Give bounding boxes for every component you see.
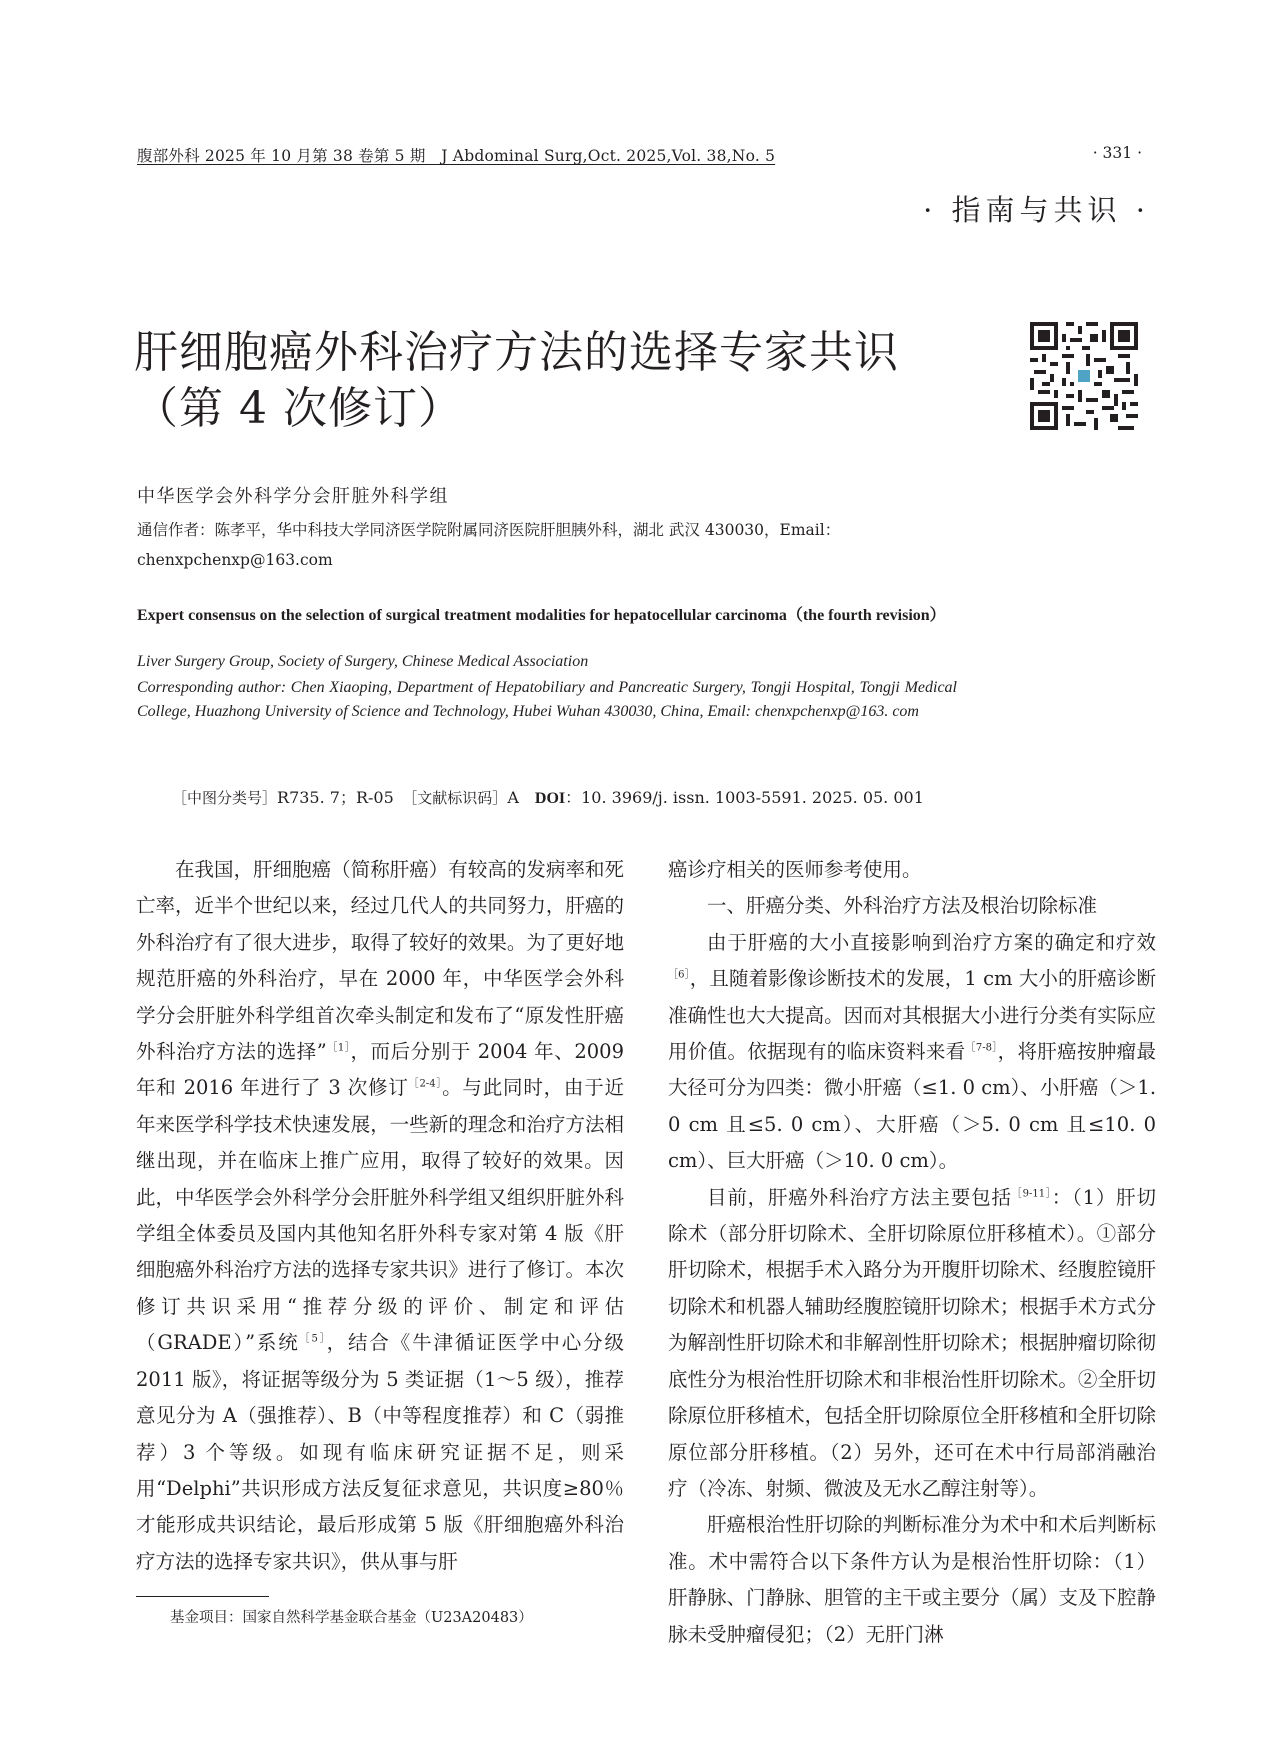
doi-label: DOI: [534, 790, 566, 807]
paragraph-text: ：（1）肝切除术（部分肝切除术、全肝切除原位肝移植术）。①部分肝切除术，根据手术入路分为开腹肝切除术、经腹腔镜肝切除术和机器人辅助经腹腔镜肝切除术；根据手术方式分为解剖性肝切除术和非解剖性肝切除术；根据肿瘤切除彻底性分为根治性肝切除术和非根治性肝切除术。②全肝切除原位肝移植术，包括全肝切除原位全肝移植和全肝切除原位部分肝移植。（2）另外，还可在术中行局部消融治疗（冷冻、射频、微波及无水乙醇注射等）。: [668, 1185, 1156, 1500]
doc-code-label: ［文献标识码］: [409, 789, 508, 807]
clc-value: R735. 7；R-05: [277, 788, 394, 807]
english-title: Expert consensus on the selection of surgical treatment modalities for hepatocellular carcinoma（the fourth revision）: [137, 607, 946, 624]
citation[interactable]: ［7-8］: [965, 1042, 998, 1054]
paragraph-text: ，结合《牛津循证医学中心分级 2011 版》，将证据等级分为 5 类证据（1～5 级），推荐意见分为 A（强推荐）、B（中等程度推荐）和 C（弱推荐）3 个等级。如现有临床研究证据不足，则采用“Delphi”共识形成方法反复征求意见，共识度≥80％才能形成共识结论，最后形成第 5 版《肝细胞癌外科治疗方法的选择专家共识》，供从事与肝: [136, 1331, 624, 1573]
paragraph-text: ，且随着影像诊断技术的发展，1 cm 大小的肝癌诊断准确性也大大提高。因而对其根据大小进行分类有实际应用价值。依据现有的临床资料来看: [668, 967, 1156, 1064]
paragraph-text: 目前，肝癌外科治疗方法主要包括: [707, 1185, 1012, 1209]
citation[interactable]: ［1］: [326, 1042, 351, 1054]
column-label: · 指南与共识 ·: [923, 193, 1150, 227]
classification-line: [172, 785, 924, 808]
title-line-1: 肝细胞癌外科治疗方法的选择专家共识: [134, 327, 899, 378]
paragraph-text: 由于肝癌的大小直接影响到治疗方案的确定和疗效: [707, 930, 1156, 954]
citation[interactable]: ［5］: [299, 1333, 327, 1345]
qr-code-icon[interactable]: [1030, 322, 1138, 430]
footnote-divider: [136, 1596, 269, 1597]
funding-footnote: 基金项目：国家自然科学基金联合基金（U23A20483）: [170, 1610, 533, 1626]
paragraph-continuation: 癌诊疗相关的医师参考使用。: [668, 858, 922, 881]
paragraph-text: ，而后分别于 2004 年、2009 年和 2016 年进行了 3 次修订: [136, 1040, 624, 1100]
paragraph-text: 在我国，肝细胞癌（简称肝癌）有较高的发病率和死亡率，近半个世纪以来，经过几代人的共同努力，肝癌的外科治疗有了很大进步，取得了较好的效果。为了更好地规范肝癌的外科治疗，早在 2000 年，中华医学会外科学分会肝脏外科学组首次牵头制定和发布了“原发性肝癌外科治疗方法的选择”: [136, 858, 624, 1064]
english-author-group: Liver Surgery Group, Society of Surgery, Chinese Medical Association: [137, 653, 589, 670]
clc-label: ［中图分类号］: [172, 789, 278, 807]
paragraph-methods: [668, 1180, 1156, 1508]
paragraph-text: ，将肝癌按肿瘤最大径可分为四类：微小肝癌（≤1. 0 cm）、小肝癌（＞1. 0 cm 且≤5. 0 cm）、大肝癌（＞5. 0 cm 且≤10. 0 cm）、巨大肝癌（＞10. 0 cm）。: [668, 1040, 1157, 1173]
paragraph-intro: [136, 852, 624, 1580]
paragraph-text: 。与此同时，由于近年来医学科学技术快速发展，一些新的理念和治疗方法相继出现，并在临床上推广应用，取得了较好的效果。因此，中华医学会外科学分会肝脏外科学组又组织肝脏外科学组全体委员及国内其他知名肝外科专家对第 4 版《肝细胞癌外科治疗方法的选择专家共识》进行了修订。本次修订共识采用“推荐分级的评价、制定和评估（GRADE）”系统: [136, 1076, 624, 1355]
correspondence: 通信作者：陈孝平，华中科技大学同济医学院附属同济医院肝胆胰外科，湖北 武汉 430030，Email：chenxpchenxp@163.com: [137, 521, 841, 569]
running-header: 腹部外科 2025 年 10 月第 38 卷第 5 期 J Abdominal Surg,Oct. 2025,Vol. 38,No. 5: [137, 147, 776, 165]
citation[interactable]: ［6］: [668, 969, 690, 981]
paragraph-classification: [668, 925, 1156, 1180]
page-number: · 331 ·: [1092, 144, 1142, 162]
author-group: 中华医学会外科学分会肝脏外科学组: [137, 486, 449, 507]
doc-code-value: A: [507, 788, 519, 807]
doi-value[interactable]: ：10. 3969/j. issn. 1003-5591. 2025. 05. 001: [565, 788, 924, 807]
citation[interactable]: ［2-4］: [408, 1078, 443, 1090]
citation[interactable]: ［9-11］: [1011, 1188, 1052, 1200]
section-heading: 一、肝癌分类、外科治疗方法及根治切除标准: [707, 894, 1098, 918]
english-correspondence: Corresponding author: Chen Xiaoping, Department of Hepatobiliary and Pancreatic Surgery, Tongji Hospital, Tongji Medical College, Huazhong University of Science and Technology, Hubei Wuhan 430030, China, Email: chenxpchenxp@163. com: [137, 679, 957, 720]
paragraph-criteria: 肝癌根治性肝切除的判断标准分为术中和术后判断标准。术中需符合以下条件方认为是根治性肝切除：（1）肝静脉、门静脉、胆管的主干或主要分（属）支及下腔静脉未受肿瘤侵犯；（2）无肝门淋: [668, 1513, 1156, 1646]
title-line-2: （第 4 次修订）: [134, 383, 463, 434]
body-column-left: [136, 852, 624, 1580]
article-title: [134, 325, 994, 437]
body-column-right: [668, 852, 1156, 1653]
